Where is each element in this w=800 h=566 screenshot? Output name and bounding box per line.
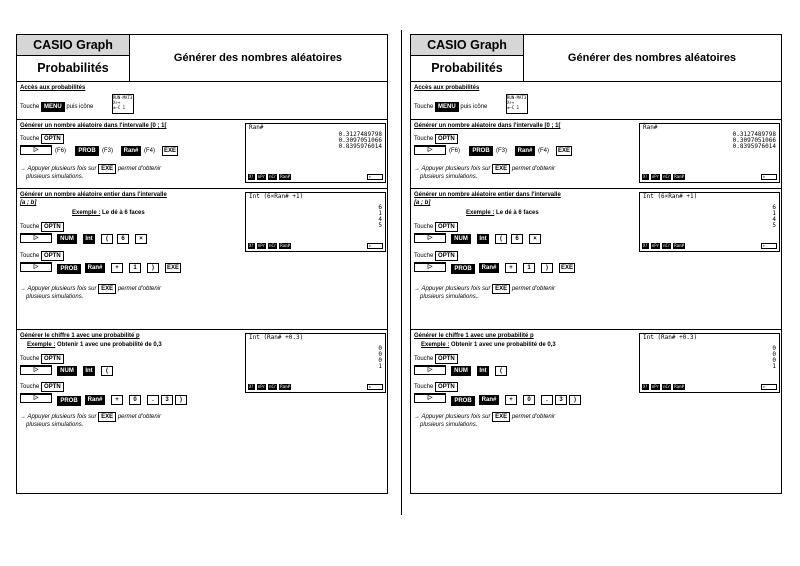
menu-next: ▷ bbox=[367, 243, 383, 249]
rparen-key: ) bbox=[175, 395, 187, 405]
touche-text: Touche bbox=[20, 384, 40, 390]
page-divider bbox=[401, 30, 402, 515]
section-heading: Générer un nombre aléatoire entier dans l'intervalle bbox=[414, 192, 561, 198]
card-right bbox=[410, 34, 782, 494]
calc-screen bbox=[245, 123, 386, 183]
f6-label: (F6) bbox=[449, 148, 460, 154]
menu-ran: Ran# bbox=[674, 174, 684, 179]
menu-ran: Ran# bbox=[674, 384, 684, 389]
rparen-key: ) bbox=[541, 263, 553, 273]
menu-ncr: nCr bbox=[269, 174, 277, 179]
plus-key: + bbox=[505, 395, 517, 405]
optn-key: OPTN bbox=[435, 382, 458, 392]
card-title: Générer des nombres aléatoires bbox=[567, 52, 737, 64]
touche-optn bbox=[414, 222, 458, 232]
calc-screen bbox=[245, 192, 386, 252]
note-text-a: → Appuyer plusieurs fois sur bbox=[20, 286, 97, 292]
touche-text: Touche bbox=[20, 253, 40, 259]
f3-label: (F3) bbox=[102, 148, 113, 154]
run-mat-icon bbox=[112, 94, 134, 114]
menu-npr: nPr bbox=[257, 384, 266, 389]
screen-value2: 0 bbox=[378, 351, 382, 358]
three-key: 3 bbox=[161, 395, 173, 405]
screen-value2: 1 bbox=[378, 210, 382, 217]
screen-value4: 5 bbox=[378, 222, 382, 229]
lparen-key: ( bbox=[101, 366, 113, 376]
screen-line1: Int (Ran# +0.3) bbox=[643, 334, 698, 341]
touche-text: Touche bbox=[20, 136, 40, 142]
screen-menubar bbox=[248, 174, 383, 180]
menu-ncr: nCr bbox=[663, 174, 671, 179]
times-key: × bbox=[529, 234, 541, 244]
optn-key: OPTN bbox=[41, 222, 64, 232]
touche-optn bbox=[20, 134, 64, 144]
optn-key: OPTN bbox=[41, 134, 64, 144]
brand-line2: Probabilités bbox=[37, 61, 109, 75]
example-label: Exemple : bbox=[27, 342, 56, 348]
touche-label bbox=[414, 102, 487, 112]
screen-value4: 5 bbox=[772, 222, 776, 229]
optn-key: OPTN bbox=[435, 222, 458, 232]
screen-line1: Int (Ran# +0.3) bbox=[249, 334, 304, 341]
card-header bbox=[17, 35, 387, 82]
touche-optn-2 bbox=[20, 251, 64, 261]
section-integer bbox=[411, 189, 781, 330]
menu-next: ▷ bbox=[761, 174, 777, 180]
right-triangle-icon: ▷ bbox=[414, 393, 446, 403]
section-heading: Générer le chiffre 1 avec une probabilité p bbox=[20, 333, 140, 339]
screen-value2: 1 bbox=[772, 210, 776, 217]
brand-line2: Probabilités bbox=[431, 61, 503, 75]
screen-menubar bbox=[248, 243, 383, 249]
exe-key: EXE bbox=[557, 148, 570, 154]
menu-ran: Ran# bbox=[674, 243, 684, 248]
prob-key: PROB bbox=[57, 264, 81, 274]
section-heading: Générer un nombre aléatoire dans l'intervalle [0 ; 1[ bbox=[20, 123, 167, 129]
section-heading: Générer un nombre aléatoire dans l'intervalle [0 ; 1[ bbox=[414, 123, 561, 129]
menu-ran: Ran# bbox=[280, 174, 290, 179]
touche-optn bbox=[414, 134, 458, 144]
example-line bbox=[421, 342, 556, 348]
menu-fact: X! bbox=[249, 243, 254, 248]
screen-menubar bbox=[642, 384, 777, 390]
screen-value2: 0.3097051066 bbox=[338, 137, 382, 144]
exe-key-inline: EXE bbox=[98, 284, 116, 294]
exe-key-inline: EXE bbox=[98, 412, 116, 422]
six-key: 6 bbox=[117, 234, 129, 244]
three-key: 3 bbox=[555, 395, 567, 405]
section-access bbox=[17, 82, 387, 120]
calc-screen bbox=[245, 333, 386, 393]
dot-key: . bbox=[541, 395, 553, 405]
screen-value1: 6 bbox=[772, 204, 776, 211]
ran-key: Ran# bbox=[121, 146, 141, 156]
ran-key: Ran# bbox=[479, 263, 499, 273]
menu-next: ▷ bbox=[367, 384, 383, 390]
exe-key: EXE bbox=[560, 265, 573, 271]
int-key: Int bbox=[83, 234, 95, 244]
lparen-key: ( bbox=[495, 366, 507, 376]
menu-ncr: nCr bbox=[269, 384, 277, 389]
menu-npr: nPr bbox=[257, 243, 266, 248]
screen-value4: 1 bbox=[378, 363, 382, 370]
calc-screen bbox=[639, 192, 780, 252]
menu-fact: X! bbox=[643, 384, 648, 389]
run-mat-icon bbox=[506, 94, 528, 114]
plus-key: + bbox=[505, 263, 517, 273]
menu-fact: X! bbox=[643, 243, 648, 248]
exe-key: EXE bbox=[166, 265, 179, 271]
touche-text: Touche bbox=[414, 253, 434, 259]
note-text-b: permet d'obtenir bbox=[117, 414, 162, 420]
num-key: NUM bbox=[451, 366, 471, 376]
prob-key: PROB bbox=[469, 146, 493, 156]
screen-value2: 0.3097051066 bbox=[732, 137, 776, 144]
note-line2: plusieurs simulations. bbox=[26, 294, 84, 300]
note-text-b: permet d'obtenir bbox=[511, 414, 556, 420]
dot-key: . bbox=[147, 395, 159, 405]
prob-key: PROB bbox=[75, 146, 99, 156]
f3-label: (F3) bbox=[496, 148, 507, 154]
section-heading: Accès aux probabilités bbox=[20, 85, 86, 91]
example-text: Obtenir 1 avec une probabilité de 0,3 bbox=[451, 342, 556, 348]
note-text-b: permet d'obtenir bbox=[511, 286, 556, 292]
menu-ncr: nCr bbox=[663, 384, 671, 389]
note-text-b: permet d'obtenir bbox=[117, 286, 162, 292]
example-line bbox=[27, 342, 162, 348]
card-header bbox=[411, 35, 781, 82]
menu-key: MENU bbox=[41, 102, 65, 112]
ran-key: Ran# bbox=[85, 263, 105, 273]
puis-text: puis icône bbox=[460, 104, 488, 110]
optn-key: OPTN bbox=[435, 134, 458, 144]
zero-key: 0 bbox=[523, 395, 535, 405]
lparen-key: ( bbox=[495, 234, 507, 244]
icon-line3: ±−C 1 bbox=[113, 105, 126, 110]
right-triangle-icon: ▷ bbox=[20, 233, 52, 243]
optn-key: OPTN bbox=[41, 251, 64, 261]
one-key: 1 bbox=[129, 263, 141, 273]
right-triangle-icon: ▷ bbox=[414, 233, 446, 243]
optn-key: OPTN bbox=[435, 251, 458, 261]
menu-next: ▷ bbox=[367, 174, 383, 180]
right-triangle-icon: ▷ bbox=[20, 262, 52, 272]
screen-value3: 0 bbox=[378, 357, 382, 364]
brand-line1: CASIO Graph bbox=[411, 35, 523, 56]
screen-value1: 0.3127489798 bbox=[732, 131, 776, 138]
prob-key: PROB bbox=[57, 396, 81, 406]
screen-menubar bbox=[642, 243, 777, 249]
screen-line1: Int (6×Ran# +1) bbox=[643, 193, 698, 200]
brand-box bbox=[17, 35, 130, 81]
calc-screen bbox=[639, 333, 780, 393]
section-access bbox=[411, 82, 781, 120]
section-heading: Générer le chiffre 1 avec une probabilité p bbox=[414, 333, 534, 339]
touche-optn bbox=[414, 354, 458, 364]
right-triangle-icon: ▷ bbox=[20, 145, 52, 155]
menu-ran: Ran# bbox=[280, 243, 290, 248]
note-text-a: → Appuyer plusieurs fois sur bbox=[414, 286, 491, 292]
optn-key: OPTN bbox=[41, 354, 64, 364]
prob-key: PROB bbox=[451, 396, 475, 406]
exe-key-inline: EXE bbox=[492, 412, 510, 422]
example-line bbox=[72, 210, 145, 216]
exe-key: EXE bbox=[163, 148, 176, 154]
screen-value1: 6 bbox=[378, 204, 382, 211]
menu-ncr: nCr bbox=[663, 243, 671, 248]
touche-text: Touche bbox=[414, 356, 434, 362]
card-left bbox=[16, 34, 388, 494]
screen-value1: 0 bbox=[772, 345, 776, 352]
section-random bbox=[411, 120, 781, 189]
example-text: Le dé à 6 faces bbox=[496, 210, 539, 216]
icon-line1: RUN·MAT3 bbox=[507, 95, 527, 100]
note-line2: plusieurs simulations.. bbox=[420, 294, 480, 300]
screen-value3: 0.8395976014 bbox=[338, 143, 382, 150]
menu-npr: nPr bbox=[651, 384, 660, 389]
menu-ncr: nCr bbox=[269, 243, 277, 248]
optn-key: OPTN bbox=[41, 382, 64, 392]
touche-text: Touche bbox=[20, 356, 40, 362]
touche-optn-2 bbox=[20, 382, 64, 392]
exe-key-inline: EXE bbox=[98, 164, 116, 174]
touche-optn-2 bbox=[414, 382, 458, 392]
note-text-b: permet d'obtenir bbox=[511, 166, 556, 172]
touche-label bbox=[20, 102, 93, 112]
touche-text: Touche bbox=[20, 224, 40, 230]
note-line2: plusieurs simulations. bbox=[26, 174, 84, 180]
section-probability bbox=[17, 330, 387, 491]
zero-key: 0 bbox=[129, 395, 141, 405]
right-triangle-icon: ▷ bbox=[20, 393, 52, 403]
ran-key: Ran# bbox=[479, 395, 499, 405]
screen-value1: 0 bbox=[378, 345, 382, 352]
rparen-key: ) bbox=[569, 395, 581, 405]
brand-box bbox=[411, 35, 524, 81]
num-key: NUM bbox=[57, 234, 77, 244]
f4-label: (F4) bbox=[144, 148, 155, 154]
menu-next: ▷ bbox=[761, 384, 777, 390]
right-triangle-icon: ▷ bbox=[414, 365, 446, 375]
section-heading: Accès aux probabilités bbox=[414, 85, 480, 91]
one-key: 1 bbox=[523, 263, 535, 273]
touche-text: Touche bbox=[414, 384, 434, 390]
touche-optn bbox=[20, 222, 64, 232]
f6-label: (F6) bbox=[55, 148, 66, 154]
touche-optn-2 bbox=[414, 251, 458, 261]
icon-line2: X÷+ bbox=[507, 100, 515, 105]
screen-value4: 1 bbox=[772, 363, 776, 370]
note-text-b: permet d'obtenir bbox=[117, 166, 162, 172]
screen-value3: 0 bbox=[772, 357, 776, 364]
puis-text: puis icône bbox=[66, 104, 94, 110]
icon-line3: ±−C 1 bbox=[507, 105, 520, 110]
menu-npr: nPr bbox=[257, 174, 266, 179]
example-label: Exemple : bbox=[72, 210, 101, 216]
note-text-a: → Appuyer plusieurs fois sur bbox=[20, 166, 97, 172]
exe-key-inline: EXE bbox=[492, 164, 510, 174]
icon-line2: X÷+ bbox=[113, 100, 121, 105]
ran-key: Ran# bbox=[85, 395, 105, 405]
section-probability bbox=[411, 330, 781, 491]
touche-text: Touche bbox=[414, 136, 434, 142]
screen-value3: 4 bbox=[772, 216, 776, 223]
screen-line1: Int (6×Ran# +1) bbox=[249, 193, 304, 200]
num-key: NUM bbox=[451, 234, 471, 244]
touche-text: Touche bbox=[414, 224, 434, 230]
note-text-a: → Appuyer plusieurs fois sur bbox=[414, 166, 491, 172]
example-text: Obtenir 1 avec une probabilité de 0,3 bbox=[57, 342, 162, 348]
section-random bbox=[17, 120, 387, 189]
screen-value3: 0.8395976014 bbox=[732, 143, 776, 150]
screen-value3: 4 bbox=[378, 216, 382, 223]
icon-line1: RUN·MAT3 bbox=[113, 95, 133, 100]
card-title: Générer des nombres aléatoires bbox=[173, 52, 343, 64]
menu-fact: X! bbox=[643, 174, 648, 179]
menu-next: ▷ bbox=[761, 243, 777, 249]
touche-text: Touche bbox=[20, 104, 40, 110]
section-integer bbox=[17, 189, 387, 330]
section-heading: Générer un nombre aléatoire entier dans l'intervalle bbox=[20, 192, 167, 198]
example-line bbox=[466, 210, 539, 216]
int-key: Int bbox=[477, 234, 489, 244]
plus-key: + bbox=[111, 395, 123, 405]
brand-line1: CASIO Graph bbox=[17, 35, 129, 56]
menu-fact: X! bbox=[249, 384, 254, 389]
screen-line1: Ran# bbox=[249, 124, 264, 131]
menu-npr: nPr bbox=[651, 243, 660, 248]
touche-optn bbox=[20, 354, 64, 364]
optn-key: OPTN bbox=[435, 354, 458, 364]
screen-value1: 0.3127489798 bbox=[338, 131, 382, 138]
screen-menubar bbox=[248, 384, 383, 390]
note-text-a: → Appuyer plusieurs fois sur bbox=[414, 414, 491, 420]
touche-text: Touche bbox=[414, 104, 434, 110]
note-text-a: → Appuyer plusieurs fois sur bbox=[20, 414, 97, 420]
menu-ran: Ran# bbox=[280, 384, 290, 389]
six-key: 6 bbox=[511, 234, 523, 244]
int-key: Int bbox=[83, 366, 95, 376]
num-key: NUM bbox=[57, 366, 77, 376]
note-line2: plusieurs simulations. bbox=[26, 422, 84, 428]
times-key: × bbox=[135, 234, 147, 244]
prob-key: PROB bbox=[451, 264, 475, 274]
note-line2: plusieurs simulations. bbox=[420, 422, 478, 428]
plus-key: + bbox=[111, 263, 123, 273]
ran-key: Ran# bbox=[515, 146, 535, 156]
screen-menubar bbox=[642, 174, 777, 180]
menu-fact: X! bbox=[249, 174, 254, 179]
menu-npr: nPr bbox=[651, 174, 660, 179]
screen-line1: Ran# bbox=[643, 124, 658, 131]
calc-screen bbox=[639, 123, 780, 183]
menu-key: MENU bbox=[435, 102, 459, 112]
example-text: Le dé à 6 faces bbox=[102, 210, 145, 216]
screen-value2: 0 bbox=[772, 351, 776, 358]
lparen-key: ( bbox=[101, 234, 113, 244]
right-triangle-icon: ▷ bbox=[414, 262, 446, 272]
example-label: Exemple : bbox=[466, 210, 495, 216]
example-label: Exemple : bbox=[421, 342, 450, 348]
exe-key-inline: EXE bbox=[492, 284, 510, 294]
section-heading-interval: [a ; b] bbox=[20, 200, 37, 206]
rparen-key: ) bbox=[147, 263, 159, 273]
right-triangle-icon: ▷ bbox=[20, 365, 52, 375]
note-line2: plusieurs simulations. bbox=[420, 174, 478, 180]
section-heading-interval: [a ; b] bbox=[414, 200, 431, 206]
right-triangle-icon: ▷ bbox=[414, 145, 446, 155]
int-key: Int bbox=[477, 366, 489, 376]
f4-label: (F4) bbox=[538, 148, 549, 154]
